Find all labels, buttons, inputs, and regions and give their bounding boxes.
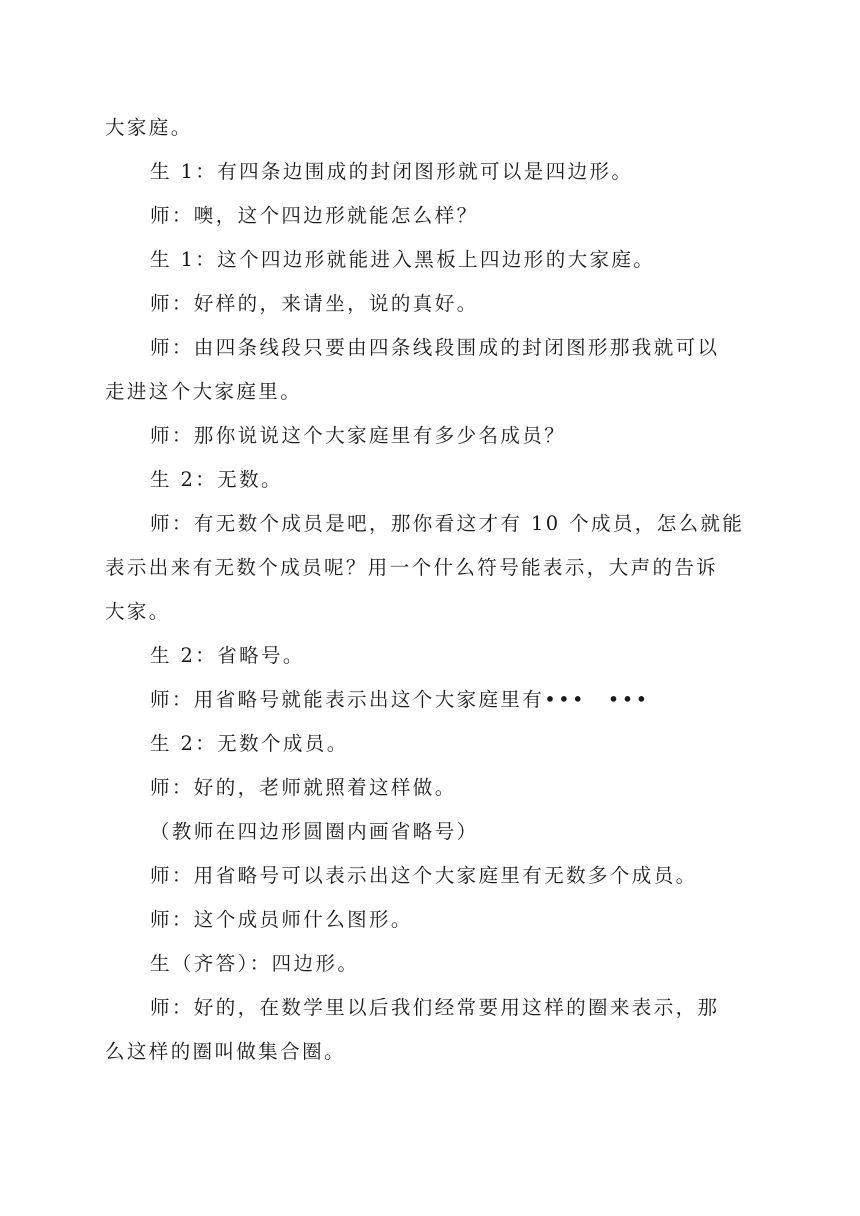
dialogue-line: 生 1：有四条边围成的封闭图形就可以是四边形。 <box>150 160 634 183</box>
text-line-continuation: 么这样的圈叫做集合圈。 <box>105 1040 346 1063</box>
dialogue-line: 生 1：这个四边形就能进入黑板上四边形的大家庭。 <box>150 248 656 271</box>
dialogue-line: 师：用省略号可以表示出这个大家庭里有无数多个成员。 <box>150 864 698 887</box>
stage-direction: （教师在四边形圆圈内画省略号） <box>150 820 479 843</box>
dialogue-line: 师：好样的，来请坐，说的真好。 <box>150 292 479 315</box>
dialogue-line: 师：噢，这个四边形就能怎么样？ <box>150 204 479 227</box>
dialogue-line: 师：由四条线段只要由四条线段围成的封闭图形那我就可以 <box>150 336 720 359</box>
dialogue-line: 师：好的，老师就照着这样做。 <box>150 776 457 799</box>
text-line-continuation: 走进这个大家庭里。 <box>105 380 303 403</box>
text-line-continuation: 表示出来有无数个成员呢？用一个什么符号能表示，大声的告诉 <box>105 556 719 579</box>
text-line-continuation: 大家庭。 <box>105 116 193 139</box>
dialogue-line: 生 2：无数。 <box>150 468 283 491</box>
dialogue-line: 师：用省略号就能表示出这个大家庭里有••• ••• <box>150 688 650 711</box>
dialogue-line: 生 2：省略号。 <box>150 644 305 667</box>
dialogue-line: 师：那你说说这个大家庭里有多少名成员？ <box>150 424 567 447</box>
dialogue-line: 师：好的，在数学里以后我们经常要用这样的圈来表示，那 <box>150 996 720 1019</box>
dialogue-line: 师：有无数个成员是吧，那你看这才有 10 个成员，怎么就能 <box>150 512 745 535</box>
dialogue-line: 生 2：无数个成员。 <box>150 732 349 755</box>
dialogue-line: 师：这个成员师什么图形。 <box>150 908 413 931</box>
dialogue-line: 生（齐答）：四边形。 <box>150 952 360 975</box>
text-line-continuation: 大家。 <box>105 600 171 623</box>
